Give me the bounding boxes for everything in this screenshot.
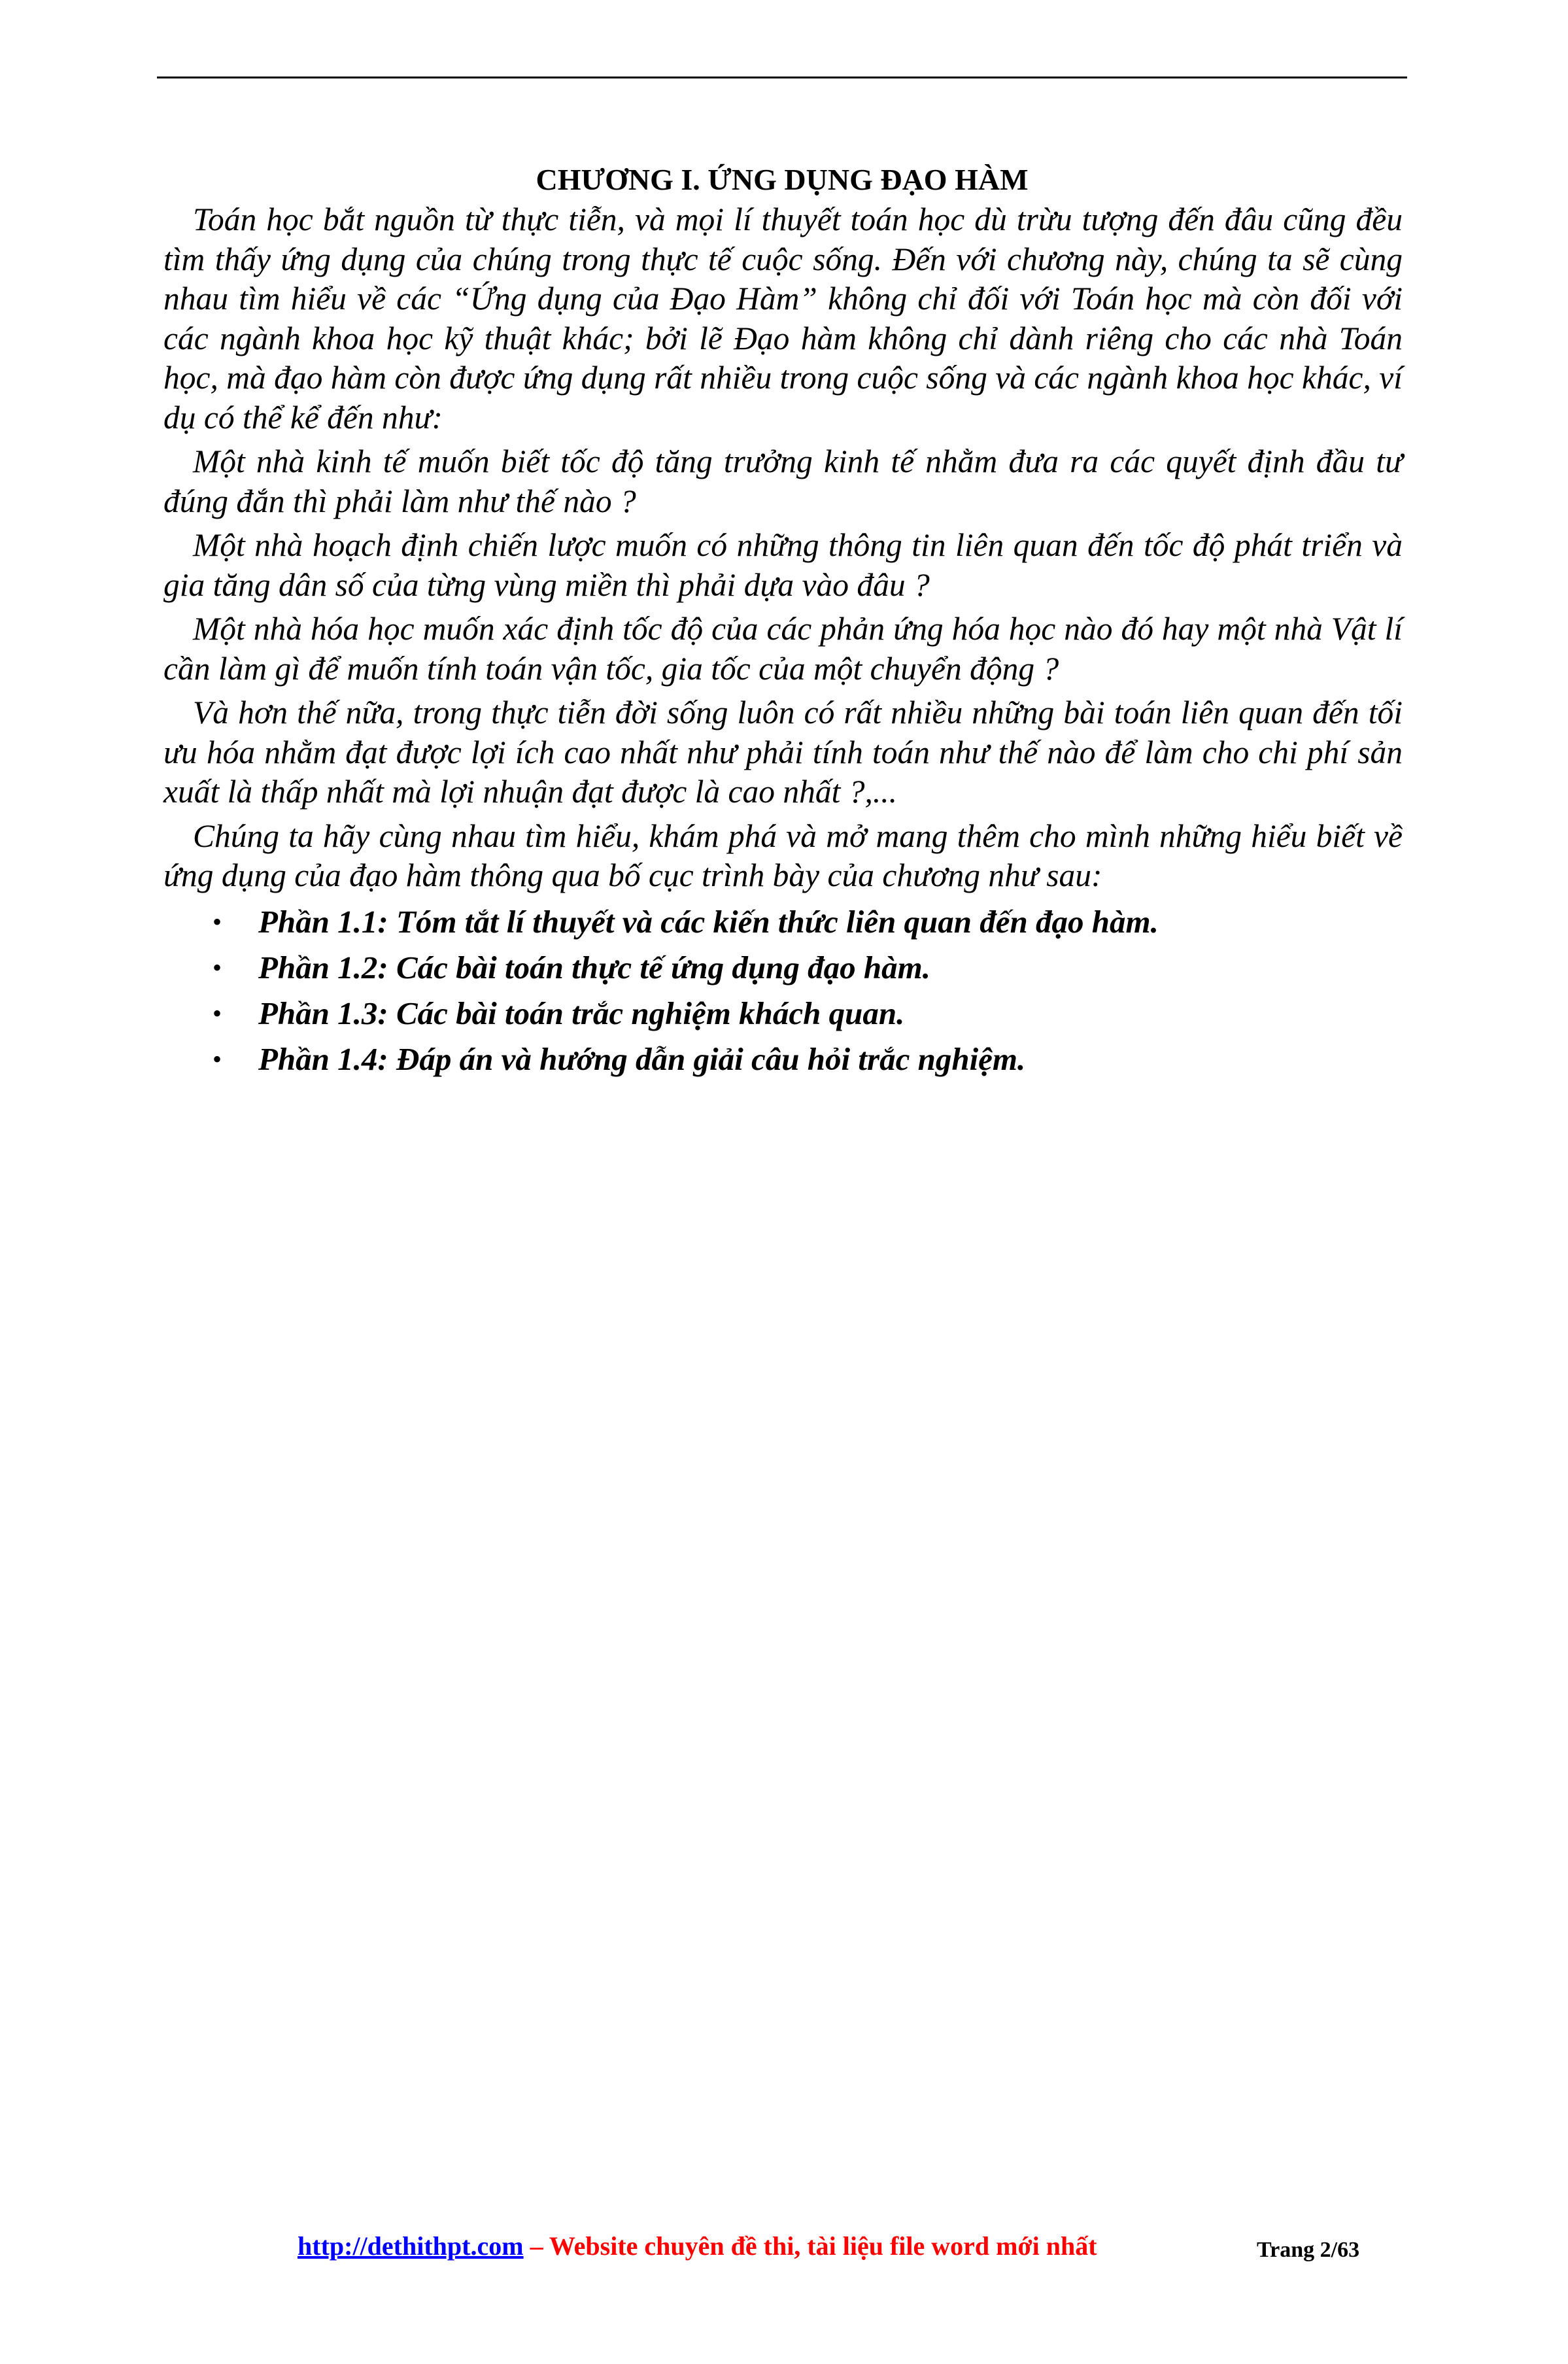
outline-paragraph: Chúng ta hãy cùng nhau tìm hiểu, khám phá và mở mang thêm cho mình những hiểu biết về ứng dụng của đạo hàm thông qua bố cục trình bày của chương như sau: [163, 817, 1403, 893]
website-link[interactable]: http://dethithpt.com [298, 2231, 524, 2261]
outline-item-text: Phần 1.1: Tóm tắt lí thuyết và các kiến thức liên quan đến đạo hàm. [258, 903, 1159, 940]
optimization-paragraph: Và hơn thế nữa, trong thực tiễn đời sống luôn có rất nhiều những bài toán liên quan đến tối ưu hóa nhằm đạt được lợi ích cao nhất như phải tính toán như thế nào để làm cho chi phí sản xuất là thấp nhất mà lợi nhuận đạt được là cao nhất ?,... [163, 694, 1403, 810]
outline-item [163, 994, 1403, 1033]
chemist-paragraph: Một nhà hóa học muốn xác định tốc độ của các phản ứng hóa học nào đó hay một nhà Vật lí cần làm gì để muốn tính toán vận tốc, gia tốc của một chuyển động ? [163, 611, 1403, 687]
outline-item [163, 902, 1403, 942]
strategist-paragraph: Một nhà hoạch định chiến lược muốn có những thông tin liên quan đến tốc độ phát triển và gia tăng dân số của từng vùng miền thì phải dựa vào đâu ? [163, 527, 1403, 603]
bullet-icon: • [213, 952, 222, 982]
chapter-intro [163, 200, 1403, 1086]
outline-item-text: Phần 1.2: Các bài toán thực tế ứng dụng đạo hàm. [258, 949, 930, 985]
bullet-icon: • [213, 1044, 222, 1074]
outline-item [163, 1040, 1403, 1079]
outline-item-text: Phần 1.3: Các bài toán trắc nghiệm khách quan. [258, 995, 905, 1031]
chapter-outline-list [163, 902, 1403, 1079]
outline-item-text: Phần 1.4: Đáp án và hướng dẫn giải câu hỏi trắc nghiệm. [258, 1040, 1026, 1077]
chapter-title: CHƯƠNG I. ỨNG DỤNG ĐẠO HÀM [536, 163, 1029, 196]
website-tagline: – Website chuyên đề thi, tài liệu file word mới nhất [523, 2231, 1097, 2261]
header-rule [157, 77, 1407, 78]
economist-paragraph: Một nhà kinh tế muốn biết tốc độ tăng trưởng kinh tế nhằm đưa ra các quyết định đầu tư đúng đắn thì phải làm như thế nào ? [163, 443, 1403, 519]
page-number: Trang 2/63 [1257, 2238, 1360, 2262]
bullet-icon: • [213, 906, 222, 936]
outline-item [163, 948, 1403, 987]
bullet-icon: • [213, 998, 222, 1028]
intro-paragraph: Toán học bắt nguồn từ thực tiễn, và mọi lí thuyết toán học dù trừu tượng đến đâu cũng đều tìm thấy ứng dụng của chúng trong thực tế cuộc sống. Đến với chương này, chúng ta sẽ cùng nhau tìm hiểu về các “Ứng dụng của Đạo Hàm” không chỉ đối với Toán học mà còn đối với các ngành khoa học kỹ thuật khác; bởi lẽ Đạo hàm không chỉ dành riêng cho các nhà Toán học, mà đạo hàm còn được ứng dụng rất nhiều trong cuộc sống và các ngành khoa học khác, ví dụ có thể kể đến như: [163, 201, 1403, 436]
page-footer [298, 2227, 1409, 2266]
